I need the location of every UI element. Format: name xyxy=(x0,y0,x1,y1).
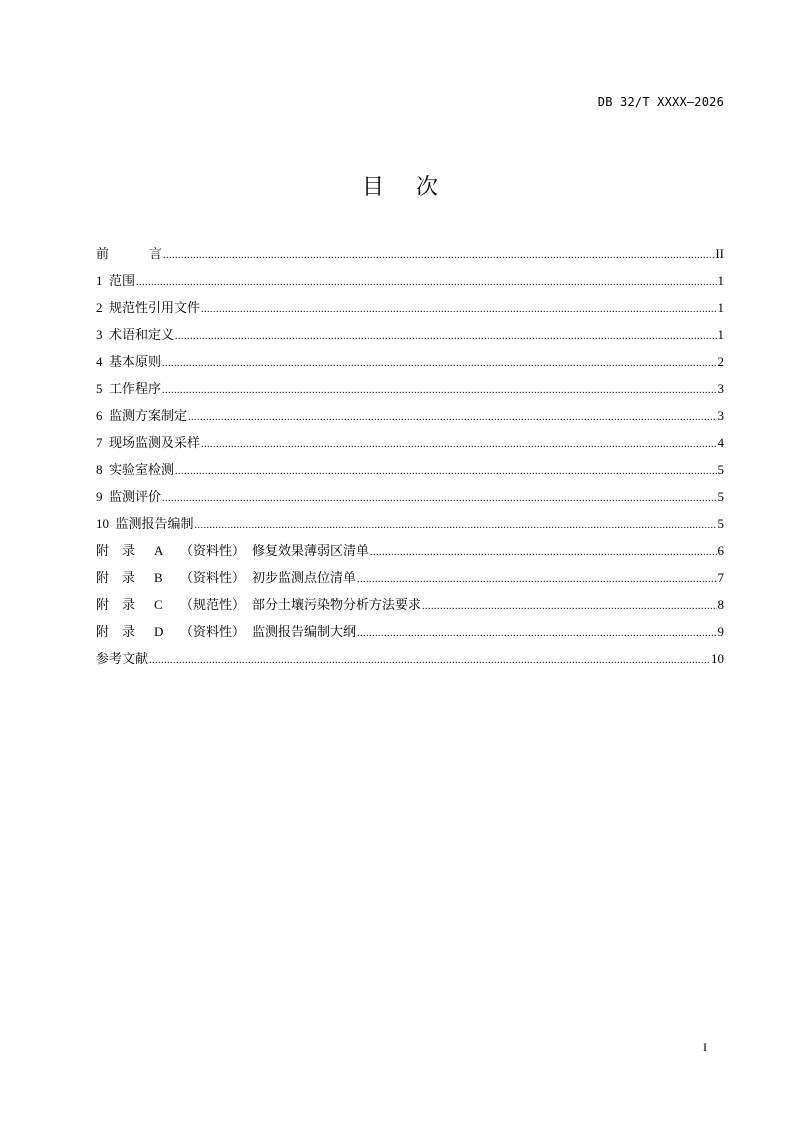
toc-label: 6 监测方案制定 xyxy=(96,408,188,423)
appendix-fu: 附 xyxy=(96,624,110,639)
appendix-letter: C xyxy=(154,597,163,612)
toc-entry-chapter[interactable] xyxy=(96,513,724,540)
page-title xyxy=(0,170,800,201)
toc-label xyxy=(96,621,356,640)
toc-page: 5 xyxy=(717,489,724,504)
appendix-title: 初步监测点位清单 xyxy=(252,570,357,585)
leader-dots xyxy=(162,358,716,369)
leader-dots xyxy=(357,574,716,585)
toc-label-char: 言 xyxy=(149,246,163,261)
toc-page: 4 xyxy=(717,435,724,450)
appendix-title: 监测报告编制大纲 xyxy=(252,624,357,639)
toc-page: 5 xyxy=(717,516,724,531)
toc-entry-references[interactable] xyxy=(96,648,724,675)
toc-label xyxy=(96,594,421,613)
leader-dots xyxy=(201,439,716,450)
leader-dots xyxy=(162,493,716,504)
appendix-type: （资料性） xyxy=(180,570,246,585)
toc-entry-foreword[interactable] xyxy=(96,243,724,270)
appendix-lu: 录 xyxy=(122,597,136,612)
toc-entry-appendix[interactable] xyxy=(96,567,724,594)
leader-dots xyxy=(370,547,716,558)
toc-page: 6 xyxy=(717,543,724,558)
appendix-lu: 录 xyxy=(122,570,136,585)
appendix-title: 修复效果薄弱区清单 xyxy=(252,543,370,558)
appendix-type: （资料性） xyxy=(180,543,246,558)
toc-page: 7 xyxy=(717,570,724,585)
title-char: 目 xyxy=(361,175,384,200)
toc-label: 7 现场监测及采样 xyxy=(96,435,201,450)
toc-page: 8 xyxy=(717,597,724,612)
toc-label: 5 工作程序 xyxy=(96,381,162,396)
appendix-letter: B xyxy=(154,570,163,585)
toc-label: 4 基本原则 xyxy=(96,354,162,369)
appendix-lu: 录 xyxy=(122,543,136,558)
page-number: I xyxy=(703,1040,707,1054)
toc-label: 3 术语和定义 xyxy=(96,327,175,342)
toc-label: 参考文献 xyxy=(96,651,149,666)
appendix-letter: D xyxy=(154,624,164,639)
toc-entry-chapter[interactable] xyxy=(96,378,724,405)
toc-entry-chapter[interactable] xyxy=(96,432,724,459)
toc-label xyxy=(96,567,356,586)
toc-entry-appendix[interactable] xyxy=(96,540,724,567)
toc-page: 1 xyxy=(717,300,724,315)
appendix-fu: 附 xyxy=(96,543,110,558)
appendix-type: （资料性） xyxy=(180,624,246,639)
toc-label: 2 规范性引用文件 xyxy=(96,300,201,315)
toc-page: 9 xyxy=(717,624,724,639)
toc-page: 1 xyxy=(717,327,724,342)
leader-dots xyxy=(149,655,710,666)
table-of-contents xyxy=(96,243,724,675)
toc-label: 8 实验室检测 xyxy=(96,462,175,477)
leader-dots xyxy=(422,601,716,612)
toc-label: 1 范围 xyxy=(96,273,136,288)
toc-page: 2 xyxy=(717,354,724,369)
leader-dots xyxy=(188,412,716,423)
toc-page: 10 xyxy=(711,651,724,666)
leader-dots xyxy=(136,277,716,288)
toc-entry-chapter[interactable] xyxy=(96,405,724,432)
toc-page: 5 xyxy=(717,462,724,477)
appendix-lu: 录 xyxy=(122,624,136,639)
leader-dots xyxy=(195,520,717,531)
toc-label-char: 前 xyxy=(96,246,110,261)
title-char: 次 xyxy=(416,175,439,200)
toc-label xyxy=(96,540,369,559)
toc-entry-chapter[interactable] xyxy=(96,324,724,351)
toc-label: 10 监测报告编制 xyxy=(96,516,194,531)
toc-page: 3 xyxy=(717,381,724,396)
leader-dots xyxy=(175,466,716,477)
leader-dots xyxy=(175,331,716,342)
toc-entry-chapter[interactable] xyxy=(96,351,724,378)
toc-entry-chapter[interactable] xyxy=(96,486,724,513)
standard-code: DB 32/T XXXX—2026 xyxy=(597,95,724,109)
appendix-letter: A xyxy=(154,543,164,558)
leader-dots xyxy=(163,250,714,261)
appendix-fu: 附 xyxy=(96,570,110,585)
toc-page: 3 xyxy=(717,408,724,423)
toc-entry-appendix[interactable] xyxy=(96,594,724,621)
leader-dots xyxy=(201,304,716,315)
appendix-title: 部分土壤污染物分析方法要求 xyxy=(252,597,422,612)
toc-page: II xyxy=(715,246,724,261)
toc-page: 1 xyxy=(717,273,724,288)
leader-dots xyxy=(162,385,716,396)
toc-entry-appendix[interactable] xyxy=(96,621,724,648)
toc-entry-chapter[interactable] xyxy=(96,297,724,324)
toc-entry-chapter[interactable] xyxy=(96,459,724,486)
appendix-type: （规范性） xyxy=(180,597,246,612)
toc-label xyxy=(96,243,162,262)
toc-entry-chapter[interactable] xyxy=(96,270,724,297)
leader-dots xyxy=(357,628,716,639)
appendix-fu: 附 xyxy=(96,597,110,612)
toc-label: 9 监测评价 xyxy=(96,489,162,504)
